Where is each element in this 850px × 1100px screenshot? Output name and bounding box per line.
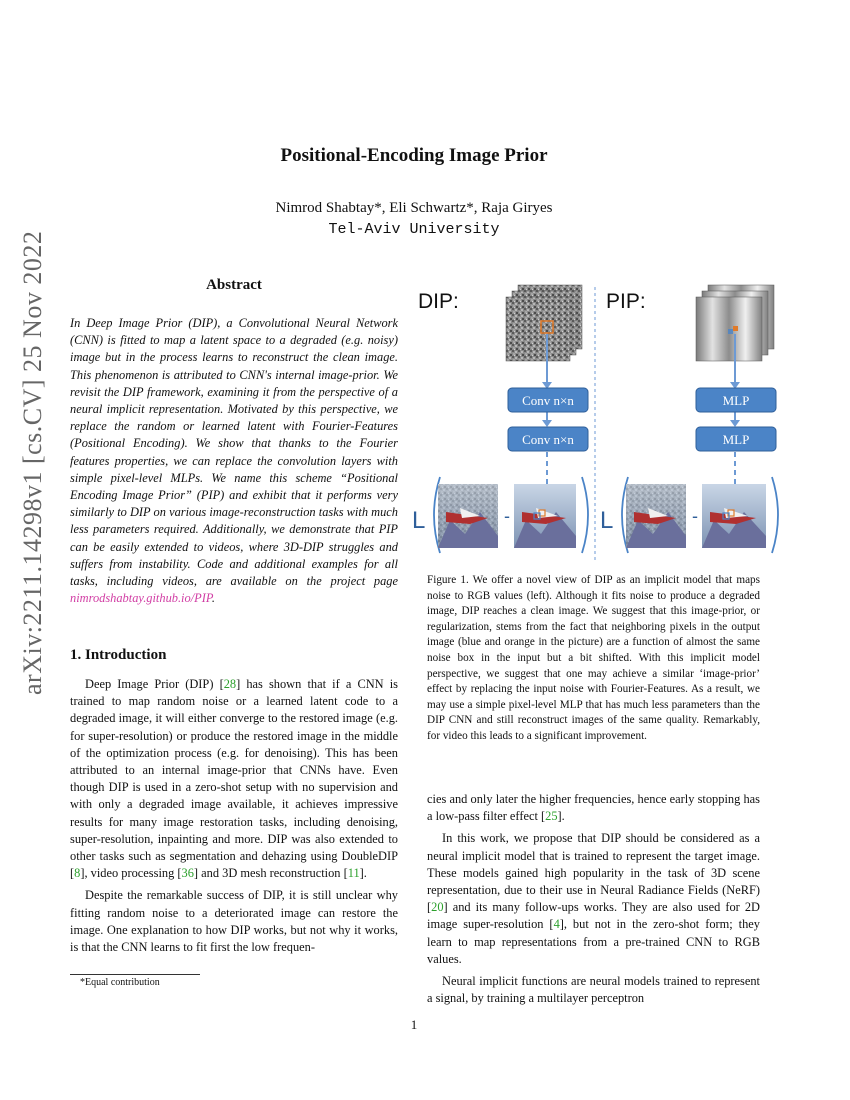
mlp-box-2-label: MLP [722,432,750,447]
right-paragraph-3: Neural implicit functions are neural models trained to represent a signal, by training a multilayer perceptron [427,974,760,1006]
intro-paragraph-1: Deep Image Prior (DIP) [28] has shown that if a CNN is trained to map random noise or a learned latent code to a degraded image, it will either converge to the restored image (e.g. for super-resolution) or produce the restored image in the middle of the optimization process (e.g. for denoising). This has been attributed to an internal image-prior that CNNs have. Even though DIP is used in a zero-shot setup with no supervision and with only a degraded image available, it achieves impressive results for many image restoration tasks, including denoising, super-resolution, inpainting and more. DIP was also extended to other tasks such as segmentation and dehazing using DoubleDIP [8], video processing [36] and 3D mesh reconstruction [11]. [70,677,398,881]
citation-link[interactable]: 11 [347,866,360,881]
mlp-box-1-label: MLP [722,393,750,408]
dip-label: DIP: [418,290,459,313]
figure-1 [410,272,790,562]
output-image-pip [702,484,766,548]
page-number: 1 [410,1017,418,1032]
svg-text:-: - [692,506,698,526]
degraded-image-pip [626,484,686,548]
abstract-text: In Deep Image Prior (DIP), a Convolutional Neural Network (CNN) is fitted to map a latent space to a degraded (e.g. noisy) image but in the process learns to reconstruct the clean image. This phenomenon is attributed to CNN's internal image-prior. We revisit the DIP framework, examining it from the perspective of a neural implicit representation. Motivated by this perspective, we replace the random or learned latent with Fourier-Features (Positional Encoding). We show that thanks to the Fourier features properties, we can replace the convolution layers with simple pixel-level MLPs. We name this scheme “Positional Encoding Image Prior” (PIP) and exhibit that it performs very similarly to DIP on various image-reconstruction tasks with much less parameters required. Additionally, we demonstrate that PIP can be easily extended to videos, where 3D-DIP struggles and suffers from instability. Code and additional examples for all tasks, including videos, are available on the project page nimrodshabtay.github.io/PIP. [70,316,398,606]
intro-right-column [427,791,760,1012]
pip-label: PIP: [606,290,646,313]
right-paragraph-2: In this work, we propose that DIP should be considered as a neural implicit model that is trained to represent the target image. These models gained high popularity in the task of 3D scene representation, due to their use in Neural Radiance Fields (NeRF) [20] and its many follow-ups works. They are also used for 2D image super-resolution [4], but not in the zero-shot form; they learn to map representations from a pre-trained CNN to RGB values. [427,831,760,966]
intro-left-column [70,676,398,961]
paper-title: Positional-Encoding Image Prior [280,145,548,166]
conv-box-2-label: Conv n×n [522,432,574,447]
degraded-image-dip [438,484,498,548]
section-heading: 1. Introduction [70,647,167,663]
pip-loss-label: L [600,507,614,534]
conv-box-1-label: Conv n×n [522,393,574,408]
affiliation: Tel-Aviv University [328,221,500,238]
noise-input-stack [506,285,582,361]
citation-link[interactable]: 4 [553,917,560,932]
citation-link[interactable]: 25 [545,809,558,824]
right-paragraph-1: cies and only later the higher frequencies, hence early stopping has a low-pass filter effect [25]. [427,792,760,824]
intro-paragraph-2: Despite the remarkable success of DIP, it is still unclear why fitting random noise to a deteriorated image can restore the image. One explanation to how DIP works, but not why it works, is that the CNN learns to fit first the low frequen- [70,888,398,955]
citation-link[interactable]: 20 [431,900,444,915]
authors: Nimrod Shabtay*, Eli Schwartz*, Raja Giryes [275,200,553,216]
project-link[interactable]: nimrodshabtay.github.io/PIP [70,591,212,606]
abstract-heading: Abstract [206,277,262,293]
dip-loss-label: L [412,507,426,534]
output-image-dip [514,484,576,548]
footnote-rule [70,974,200,975]
citation-link[interactable]: 28 [223,677,237,691]
footnote: *Equal contribution [80,977,160,988]
citation-link[interactable]: 8 [74,866,81,881]
svg-text:-: - [504,506,510,526]
citation-link[interactable]: 36 [181,866,194,881]
figure-caption: Figure 1. We offer a novel view of DIP as an implicit model that maps noise to RGB values (left). Although it fits noise to produce a degraded image, DIP reaches a clean image. We suggest that this image-prior, or regularization, stems from the fact that neighboring pixels in the output image (blue and orange in the picture) are a function of almost the same noise box in the input but a bit shifted. With this implicit model perspective, we suggest that one may achieve a similar ‘image-prior’ effect by replacing the input noise with Fourier-Features. As a result, we may use a simple pixel-level MLP that has much less parameters than the DIP CNN and still reconstruct images of the same quality. Remarkably, for video this leads to a significant improvement. [427,574,760,742]
